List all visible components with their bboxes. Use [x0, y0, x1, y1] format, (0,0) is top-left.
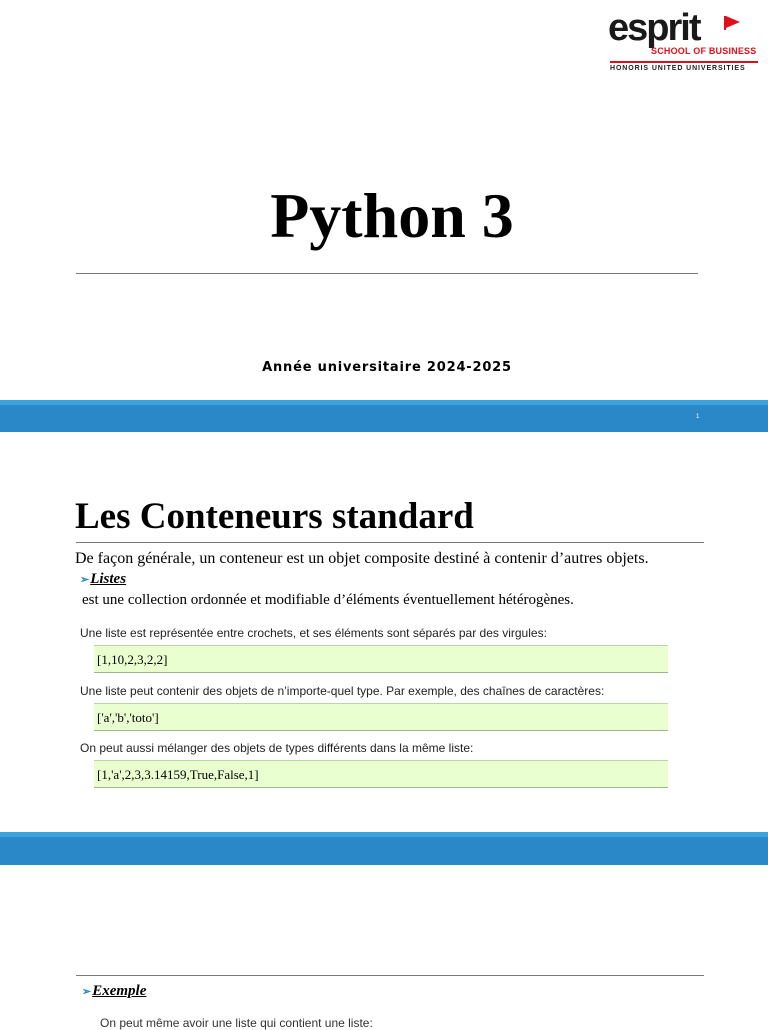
- section-title-underline: [76, 542, 704, 543]
- code-box: [1,10,2,3,2,2]: [94, 645, 668, 673]
- logo-school-text: SCHOOL OF BUSINESS: [651, 46, 757, 56]
- definition-text: est une collection ordonnée et modifiable d’éléments éventuellement hétérogènes.: [82, 592, 574, 608]
- slide-title: Python 3: [270, 180, 514, 251]
- footer-stripe: [0, 400, 768, 405]
- title-underline: [76, 273, 698, 274]
- example-note: On peut aussi mélanger des objets de types différents dans la même liste:: [80, 741, 474, 755]
- section-title-underline: [76, 975, 704, 976]
- slide-footer-band: [0, 832, 768, 865]
- bullet-exemple: [82, 983, 146, 1000]
- code-box: ['a','b','toto']: [94, 703, 668, 731]
- logo-network-text: HONORIS UNITED UNIVERSITIES: [610, 65, 746, 72]
- esprit-logo: [608, 7, 760, 76]
- flag-icon: [726, 16, 740, 28]
- example-note: Une liste peut contenir des objets de n’importe-quel type. Par exemple, des chaînes de caractères:: [80, 684, 605, 698]
- bullet-arrow-icon: ➢: [82, 986, 92, 998]
- example-note: Une liste est représentée entre crochets, et ses éléments sont séparés par des virgules:: [80, 626, 547, 640]
- intro-paragraph: De façon générale, un conteneur est un objet composite destiné à contenir d’autres objets.: [75, 550, 649, 567]
- bullet-label: Listes: [90, 571, 127, 587]
- logo-divider: [610, 61, 758, 63]
- section-title: Les Conteneurs standard: [75, 496, 474, 537]
- bullet-label: Exemple: [92, 983, 147, 999]
- academic-year: Année universitaire 2024-2025: [262, 360, 512, 375]
- partial-text: On peut même avoir une liste qui contient une liste:: [100, 1016, 373, 1030]
- page-number: 1: [696, 414, 700, 420]
- slide-footer-band: [0, 400, 768, 432]
- code-box: [1,'a',2,3,3.14159,True,False,1]: [94, 760, 668, 788]
- title-slide: [0, 0, 768, 400]
- logo-wordmark: esprit: [608, 7, 700, 49]
- footer-stripe: [0, 832, 768, 837]
- bullet-listes: [80, 571, 126, 588]
- bullet-arrow-icon: ➢: [80, 574, 90, 586]
